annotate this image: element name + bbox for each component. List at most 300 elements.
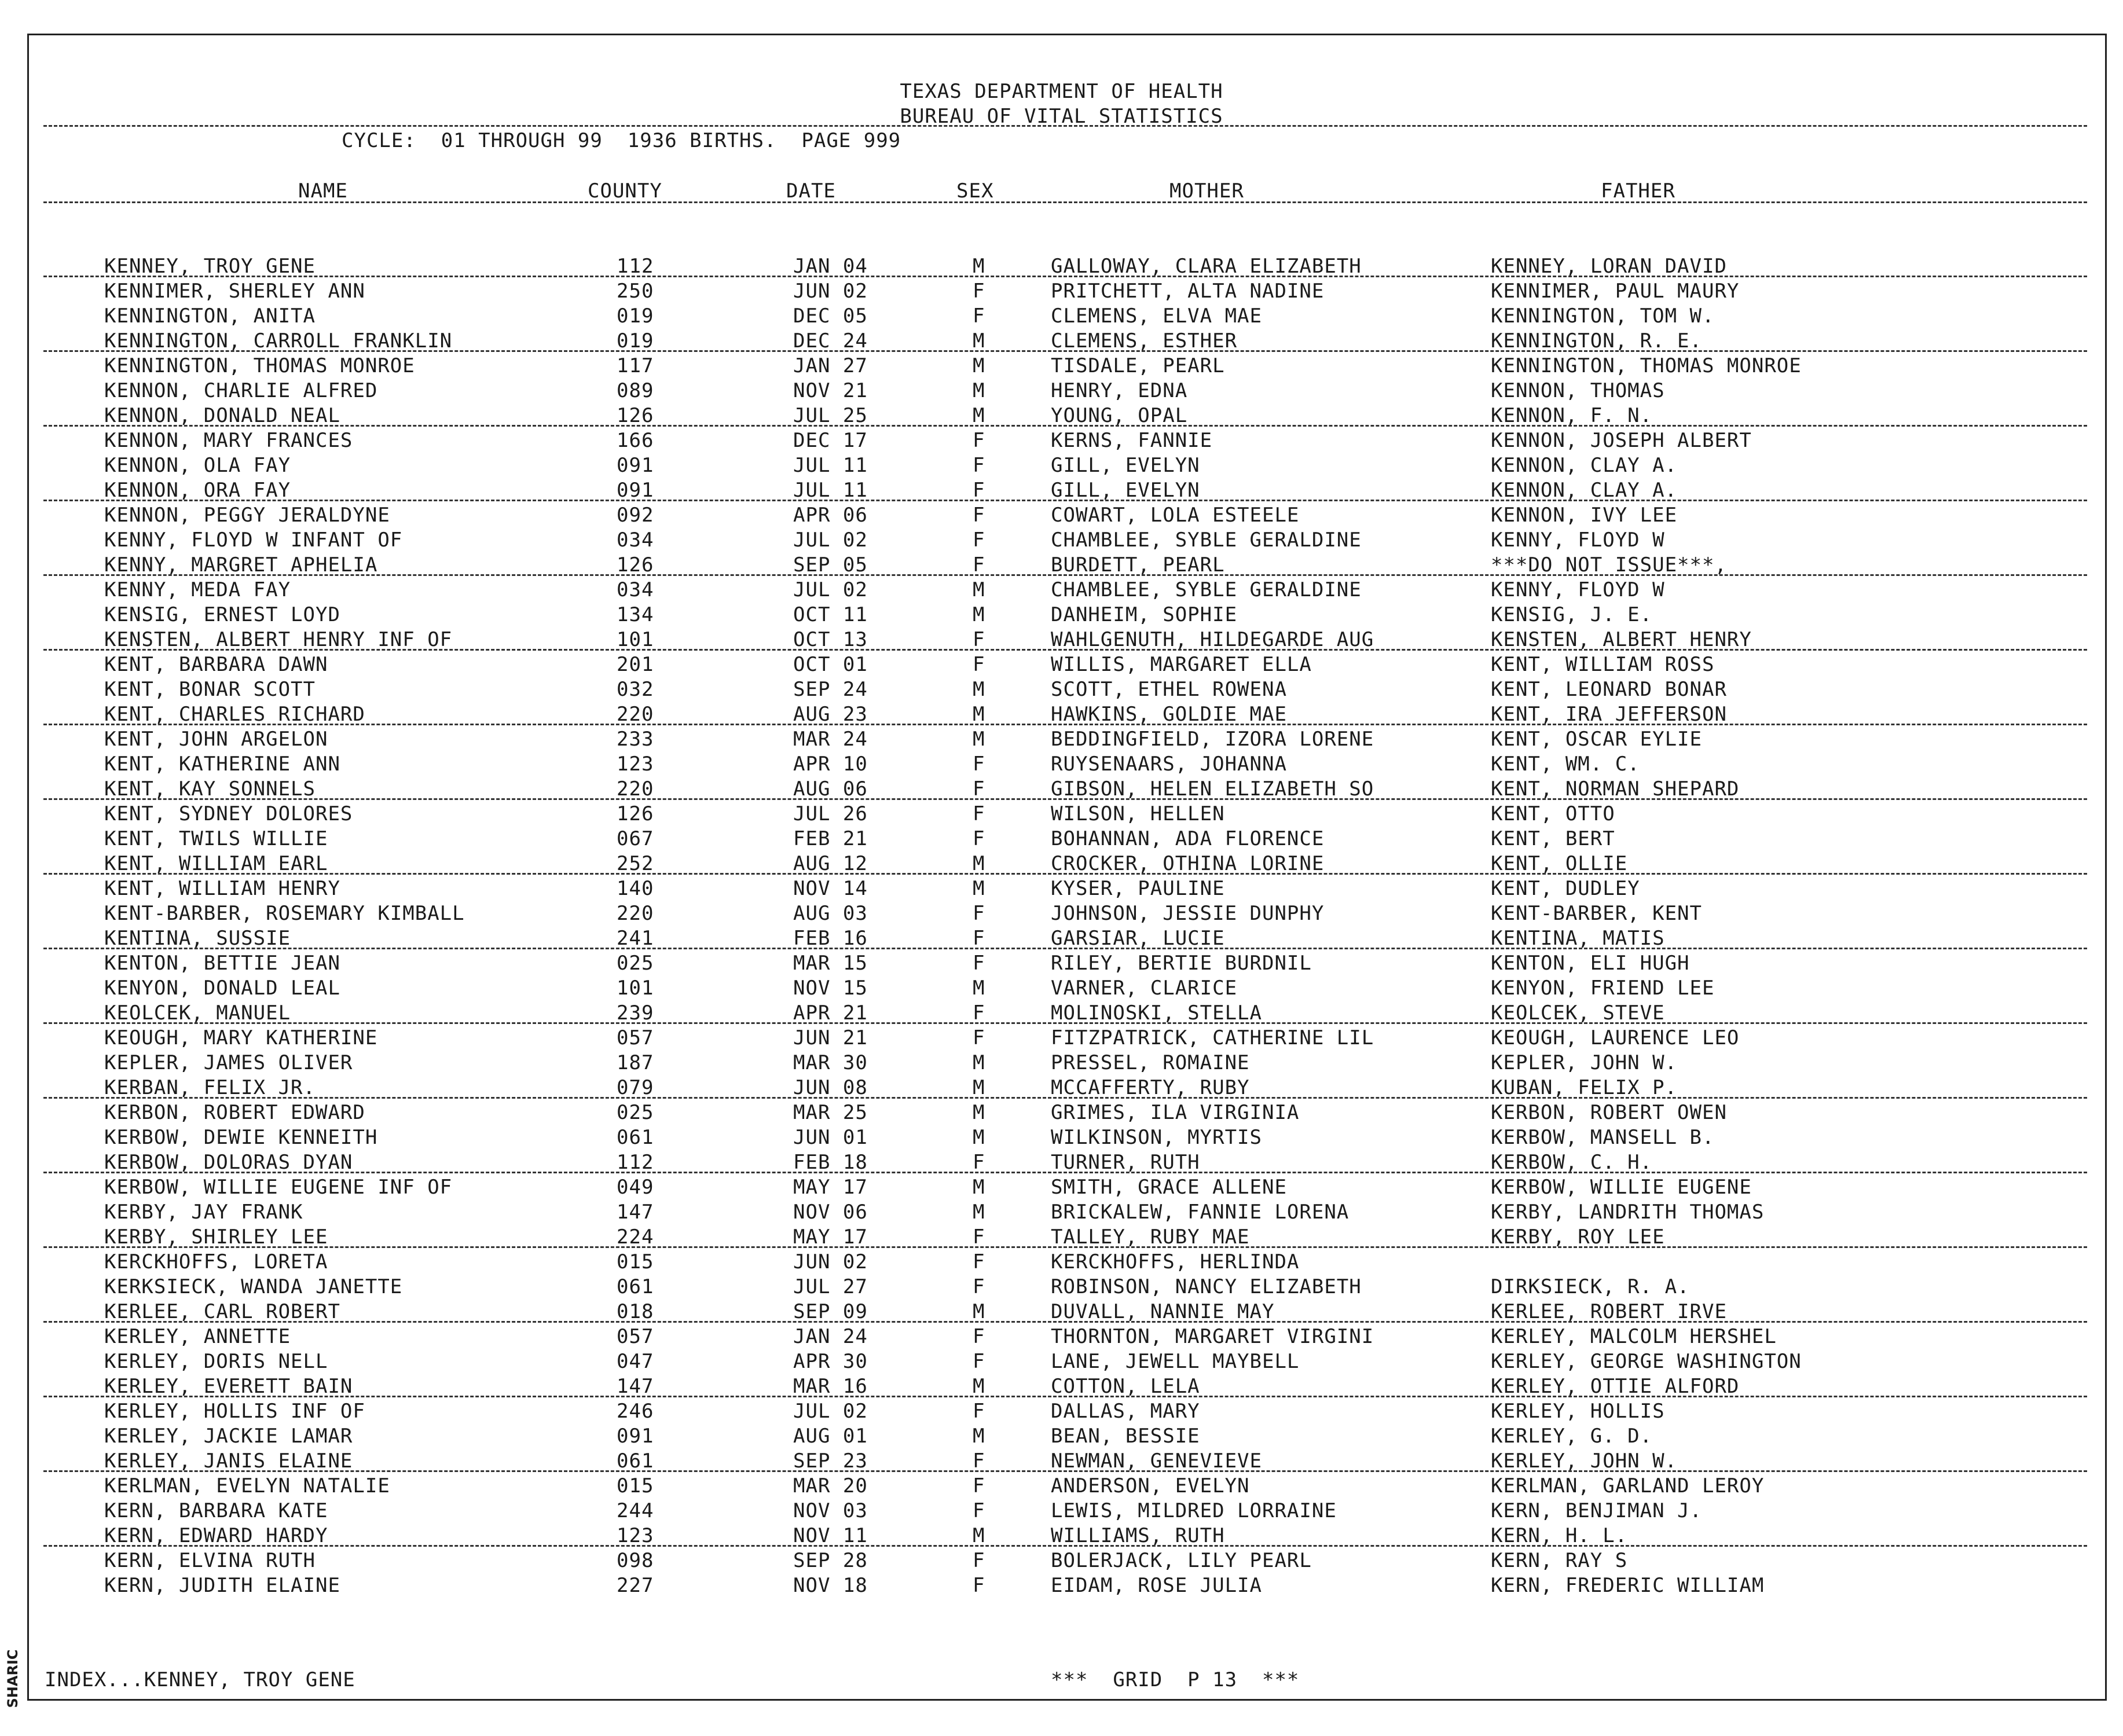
row-rule	[43, 1022, 2087, 1024]
record-mother: NEWMAN, GENEVIEVE	[1051, 1449, 1262, 1473]
record-father: KENT, IRA JEFFERSON	[1491, 703, 1727, 726]
record-row	[0, 1026, 2123, 1051]
record-name: KENYON, DONALD LEAL	[104, 977, 340, 1000]
record-name: KENT, CHARLES RICHARD	[104, 703, 365, 726]
record-name: KENT, JOHN ARGELON	[104, 728, 328, 751]
record-county: 015	[617, 1474, 654, 1498]
record-date: NOV 03	[793, 1499, 868, 1522]
record-county: 244	[617, 1499, 654, 1522]
record-sex: F	[973, 628, 985, 651]
row-rule	[43, 1396, 2087, 1397]
grid-footer: *** GRID P 13 ***	[1051, 1668, 1300, 1691]
row-rule	[43, 649, 2087, 651]
record-county: 123	[617, 1524, 654, 1547]
record-mother: HAWKINS, GOLDIE MAE	[1051, 703, 1287, 726]
record-date: SEP 24	[793, 678, 868, 701]
record-date: OCT 11	[793, 603, 868, 626]
record-name: KENT, SYDNEY DOLORES	[104, 802, 353, 825]
record-name: KERN, ELVINA RUTH	[104, 1549, 316, 1572]
record-row	[0, 1275, 2123, 1300]
record-father: KENT, DUDLEY	[1491, 877, 1640, 900]
record-mother: BOHANNAN, ADA FLORENCE	[1051, 827, 1325, 850]
record-sex: F	[973, 280, 985, 303]
record-sex: F	[973, 304, 985, 328]
record-father: KERN, FREDERIC WILLIAM	[1491, 1574, 1765, 1597]
record-name: KERLEY, ANNETTE	[104, 1325, 291, 1348]
record-county: 047	[617, 1350, 654, 1373]
row-rule	[43, 1246, 2087, 1248]
record-county: 187	[617, 1051, 654, 1074]
record-father: KENT, LEONARD BONAR	[1491, 678, 1727, 701]
record-father: KEOUGH, LAURENCE LEO	[1491, 1026, 1740, 1049]
record-county: 061	[617, 1449, 654, 1473]
record-row	[0, 1425, 2123, 1449]
record-date: JAN 27	[793, 354, 868, 377]
record-row	[0, 877, 2123, 902]
record-father: KERN, BENJIMAN J.	[1491, 1499, 1702, 1522]
column-header-sex: SEX	[956, 179, 994, 203]
record-name: KENT, BARBARA DAWN	[104, 653, 328, 676]
record-county: 025	[617, 952, 654, 975]
record-name: KERN, EDWARD HARDY	[104, 1524, 328, 1547]
record-name: KENNINGTON, CARROLL FRANKLIN	[104, 329, 453, 353]
record-county: 091	[617, 454, 654, 477]
record-row	[0, 354, 2123, 379]
record-sex: M	[973, 379, 985, 402]
record-county: 019	[617, 304, 654, 328]
header-rule	[43, 125, 2087, 127]
record-name: KENT-BARBER, ROSEMARY KIMBALL	[104, 902, 465, 925]
record-mother: WILLIS, MARGARET ELLA	[1051, 653, 1312, 676]
record-county: 117	[617, 354, 654, 377]
record-sex: F	[973, 553, 985, 577]
record-father: KERLEY, HOLLIS	[1491, 1400, 1665, 1423]
record-date: JUN 21	[793, 1026, 868, 1049]
record-father: KENTON, ELI HUGH	[1491, 952, 1690, 975]
record-mother: MCCAFFERTY, RUBY	[1051, 1076, 1250, 1099]
record-mother: GRIMES, ILA VIRGINIA	[1051, 1101, 1300, 1124]
record-mother: RUYSENAARS, JOHANNA	[1051, 753, 1287, 776]
record-sex: F	[973, 1449, 985, 1473]
record-sex: F	[973, 1001, 985, 1025]
record-county: 032	[617, 678, 654, 701]
record-father: KEOLCEK, STEVE	[1491, 1001, 1665, 1025]
record-county: 061	[617, 1126, 654, 1149]
record-county: 061	[617, 1275, 654, 1298]
record-name: KENNON, ORA FAY	[104, 479, 291, 502]
record-date: AUG 12	[793, 852, 868, 875]
record-row	[0, 827, 2123, 852]
record-mother: BEDDINGFIELD, IZORA LORENE	[1051, 728, 1374, 751]
record-sex: F	[973, 429, 985, 452]
record-sex: M	[973, 1425, 985, 1448]
record-row	[0, 1574, 2123, 1599]
record-mother: VARNER, CLARICE	[1051, 977, 1238, 1000]
record-county: 224	[617, 1225, 654, 1249]
record-mother: KERCKHOFFS, HERLINDA	[1051, 1250, 1300, 1273]
record-sex: M	[973, 578, 985, 601]
record-county: 067	[617, 827, 654, 850]
record-sex: F	[973, 479, 985, 502]
record-date: AUG 03	[793, 902, 868, 925]
record-father: KENNINGTON, THOMAS MONROE	[1491, 354, 1802, 377]
record-father: KENTINA, MATIS	[1491, 927, 1665, 950]
record-date: AUG 01	[793, 1425, 868, 1448]
record-name: KENNON, OLA FAY	[104, 454, 291, 477]
record-mother: WILKINSON, MYRTIS	[1051, 1126, 1262, 1149]
record-name: KEPLER, JAMES OLIVER	[104, 1051, 353, 1074]
record-county: 140	[617, 877, 654, 900]
row-rule	[43, 948, 2087, 949]
record-row	[0, 603, 2123, 628]
record-row	[0, 1101, 2123, 1126]
record-father: KERLEY, G. D.	[1491, 1425, 1653, 1448]
record-name: KENT, TWILS WILLIE	[104, 827, 328, 850]
record-sex: M	[973, 1524, 985, 1547]
record-sex: M	[973, 329, 985, 353]
record-row	[0, 280, 2123, 304]
record-date: JUL 27	[793, 1275, 868, 1298]
record-row	[0, 802, 2123, 827]
record-name: KENT, KAY SONNELS	[104, 777, 316, 801]
record-sex: M	[973, 1375, 985, 1398]
column-header-name: NAME	[298, 179, 348, 203]
row-rule	[43, 1172, 2087, 1173]
record-date: AUG 06	[793, 777, 868, 801]
record-mother: FITZPATRICK, CATHERINE LIL	[1051, 1026, 1374, 1049]
record-mother: GARSIAR, LUCIE	[1051, 927, 1225, 950]
record-row	[0, 678, 2123, 703]
row-rule	[43, 276, 2087, 277]
record-sex: F	[973, 1549, 985, 1572]
record-name: KENNY, MEDA FAY	[104, 578, 291, 601]
record-county: 034	[617, 578, 654, 601]
record-county: 112	[617, 1151, 654, 1174]
record-mother: MOLINOSKI, STELLA	[1051, 1001, 1262, 1025]
record-mother: PRESSEL, ROMAINE	[1051, 1051, 1250, 1074]
record-name: KEOUGH, MARY KATHERINE	[104, 1026, 378, 1049]
record-sex: M	[973, 728, 985, 751]
record-name: KERBY, JAY FRANK	[104, 1201, 303, 1224]
record-row	[0, 1126, 2123, 1151]
bureau-title: BUREAU OF VITAL STATISTICS	[900, 105, 1223, 128]
record-date: SEP 05	[793, 553, 868, 577]
record-county: 057	[617, 1325, 654, 1348]
record-sex: F	[973, 802, 985, 825]
record-date: MAY 17	[793, 1176, 868, 1199]
record-sex: F	[973, 952, 985, 975]
row-rule	[43, 350, 2087, 352]
record-county: 147	[617, 1201, 654, 1224]
record-father: KENNON, THOMAS	[1491, 379, 1665, 402]
record-date: FEB 21	[793, 827, 868, 850]
column-header-county: COUNTY	[588, 179, 662, 203]
record-father: KERLEE, ROBERT IRVE	[1491, 1300, 1727, 1323]
record-date: MAR 20	[793, 1474, 868, 1498]
record-date: APR 10	[793, 753, 868, 776]
record-name: KENSIG, ERNEST LOYD	[104, 603, 340, 626]
record-county: 227	[617, 1574, 654, 1597]
record-name: KERN, BARBARA KATE	[104, 1499, 328, 1522]
record-father: KENT, OTTO	[1491, 802, 1615, 825]
record-county: 252	[617, 852, 654, 875]
record-mother: BURDETT, PEARL	[1051, 553, 1225, 577]
record-name: KENNON, MARY FRANCES	[104, 429, 353, 452]
record-father: KENT, WM. C.	[1491, 753, 1640, 776]
record-county: 126	[617, 404, 654, 427]
record-mother: HENRY, EDNA	[1051, 379, 1188, 402]
record-sex: M	[973, 703, 985, 726]
record-name: KENNON, PEGGY JERALDYNE	[104, 504, 390, 527]
record-name: KENNON, DONALD NEAL	[104, 404, 340, 427]
record-mother: TURNER, RUTH	[1051, 1151, 1200, 1174]
record-row	[0, 1325, 2123, 1350]
record-county: 019	[617, 329, 654, 353]
record-sex: F	[973, 1350, 985, 1373]
record-name: KERBY, SHIRLEY LEE	[104, 1225, 328, 1249]
record-date: JUN 01	[793, 1126, 868, 1149]
record-name: KERLEY, JACKIE LAMAR	[104, 1425, 353, 1448]
record-sex: F	[973, 1225, 985, 1249]
record-row	[0, 429, 2123, 454]
record-father: KENSTEN, ALBERT HENRY	[1491, 628, 1752, 651]
record-father: KERN, H. L.	[1491, 1524, 1628, 1547]
record-county: 091	[617, 479, 654, 502]
record-father: KENNON, CLAY A.	[1491, 454, 1678, 477]
record-date: OCT 13	[793, 628, 868, 651]
record-county: 166	[617, 429, 654, 452]
record-row	[0, 902, 2123, 927]
record-mother: SMITH, GRACE ALLENE	[1051, 1176, 1287, 1199]
record-name: KENTINA, SUSSIE	[104, 927, 291, 950]
record-name: KERCKHOFFS, LORETA	[104, 1250, 328, 1273]
row-rule	[43, 724, 2087, 725]
record-name: KERBON, ROBERT EDWARD	[104, 1101, 365, 1124]
row-rule	[43, 1097, 2087, 1099]
row-rule	[43, 1470, 2087, 1472]
record-date: MAR 24	[793, 728, 868, 751]
record-row	[0, 952, 2123, 977]
record-county: 091	[617, 1425, 654, 1448]
record-date: MAR 30	[793, 1051, 868, 1074]
record-date: SEP 28	[793, 1549, 868, 1572]
record-date: JAN 04	[793, 255, 868, 278]
record-date: JAN 24	[793, 1325, 868, 1348]
record-father: KERLEY, OTTIE ALFORD	[1491, 1375, 1740, 1398]
record-father: KERBY, ROY LEE	[1491, 1225, 1665, 1249]
record-mother: ROBINSON, NANCY ELIZABETH	[1051, 1275, 1362, 1298]
record-sex: F	[973, 454, 985, 477]
record-date: SEP 09	[793, 1300, 868, 1323]
record-row	[0, 728, 2123, 753]
record-father: KUBAN, FELIX P.	[1491, 1076, 1678, 1099]
record-name: KENT, BONAR SCOTT	[104, 678, 316, 701]
record-county: 123	[617, 753, 654, 776]
record-father: DIRKSIECK, R. A.	[1491, 1275, 1690, 1298]
record-mother: THORNTON, MARGARET VIRGINI	[1051, 1325, 1374, 1348]
record-sex: M	[973, 1101, 985, 1124]
record-mother: RILEY, BERTIE BURDNIL	[1051, 952, 1312, 975]
record-father: KERLEY, MALCOLM HERSHEL	[1491, 1325, 1777, 1348]
record-mother: WAHLGENUTH, HILDEGARDE AUG	[1051, 628, 1374, 651]
record-sex: M	[973, 603, 985, 626]
record-mother: GILL, EVELYN	[1051, 454, 1200, 477]
record-row	[0, 977, 2123, 1001]
record-mother: GALLOWAY, CLARA ELIZABETH	[1051, 255, 1362, 278]
record-row	[0, 1176, 2123, 1201]
record-name: KERBAN, FELIX JR.	[104, 1076, 316, 1099]
record-father: KENT, OLLIE	[1491, 852, 1628, 875]
record-row	[0, 504, 2123, 528]
record-father: KERBOW, WILLIE EUGENE	[1491, 1176, 1752, 1199]
record-date: APR 21	[793, 1001, 868, 1025]
record-date: MAR 16	[793, 1375, 868, 1398]
record-father: KENT, WILLIAM ROSS	[1491, 653, 1715, 676]
record-name: KERBOW, DOLORAS DYAN	[104, 1151, 353, 1174]
record-father: KENNON, CLAY A.	[1491, 479, 1678, 502]
record-county: 112	[617, 255, 654, 278]
record-sex: F	[973, 1574, 985, 1597]
record-mother: KYSER, PAULINE	[1051, 877, 1225, 900]
record-father: KENNIMER, PAUL MAURY	[1491, 280, 1740, 303]
record-row	[0, 1201, 2123, 1225]
column-header-father: FATHER	[1601, 179, 1675, 203]
record-sex: F	[973, 1151, 985, 1174]
record-date: FEB 16	[793, 927, 868, 950]
record-row	[0, 528, 2123, 553]
record-father: KENNY, FLOYD W	[1491, 578, 1665, 601]
record-name: KERLEY, JANIS ELAINE	[104, 1449, 353, 1473]
record-mother: LEWIS, MILDRED LORRAINE	[1051, 1499, 1337, 1522]
record-mother: TALLEY, RUBY MAE	[1051, 1225, 1250, 1249]
record-row	[0, 753, 2123, 777]
row-rule	[43, 873, 2087, 875]
department-title: TEXAS DEPARTMENT OF HEALTH	[900, 80, 1223, 103]
row-rule	[43, 500, 2087, 501]
record-date: NOV 15	[793, 977, 868, 1000]
record-date: FEB 18	[793, 1151, 868, 1174]
record-name: KENT, WILLIAM EARL	[104, 852, 328, 875]
record-date: SEP 23	[793, 1449, 868, 1473]
record-sex: M	[973, 1076, 985, 1099]
record-county: 126	[617, 802, 654, 825]
record-father: KERLEY, GEORGE WASHINGTON	[1491, 1350, 1802, 1373]
record-county: 089	[617, 379, 654, 402]
record-county: 098	[617, 1549, 654, 1572]
record-name: KENNY, MARGRET APHELIA	[104, 553, 378, 577]
record-county: 057	[617, 1026, 654, 1049]
record-mother: COWART, LOLA ESTEELE	[1051, 504, 1300, 527]
record-sex: M	[973, 404, 985, 427]
record-sex: F	[973, 753, 985, 776]
record-row	[0, 1350, 2123, 1375]
record-father: KENNY, FLOYD W	[1491, 528, 1665, 552]
record-mother: EIDAM, ROSE JULIA	[1051, 1574, 1262, 1597]
record-sex: M	[973, 1176, 985, 1199]
record-sex: F	[973, 777, 985, 801]
record-county: 134	[617, 603, 654, 626]
record-father: KENNEY, LORAN DAVID	[1491, 255, 1727, 278]
record-county: 220	[617, 777, 654, 801]
record-county: 233	[617, 728, 654, 751]
record-county: 250	[617, 280, 654, 303]
record-county: 239	[617, 1001, 654, 1025]
record-mother: GILL, EVELYN	[1051, 479, 1200, 502]
record-mother: BEAN, BESSIE	[1051, 1425, 1200, 1448]
record-mother: WILLIAMS, RUTH	[1051, 1524, 1225, 1547]
record-county: 018	[617, 1300, 654, 1323]
record-sex: M	[973, 852, 985, 875]
record-sex: M	[973, 354, 985, 377]
record-sex: F	[973, 1026, 985, 1049]
record-row	[0, 1474, 2123, 1499]
record-date: NOV 06	[793, 1201, 868, 1224]
record-sex: F	[973, 927, 985, 950]
row-rule	[43, 425, 2087, 427]
record-name: KENNINGTON, ANITA	[104, 304, 316, 328]
row-rule	[43, 574, 2087, 576]
record-sex: F	[973, 1275, 985, 1298]
record-name: KENSTEN, ALBERT HENRY INF OF	[104, 628, 453, 651]
record-father: KENT, NORMAN SHEPARD	[1491, 777, 1740, 801]
record-mother: JOHNSON, JESSIE DUNPHY	[1051, 902, 1325, 925]
record-name: KENNON, CHARLIE ALFRED	[104, 379, 378, 402]
record-mother: BRICKALEW, FANNIE LORENA	[1051, 1201, 1350, 1224]
record-name: KENNINGTON, THOMAS MONROE	[104, 354, 415, 377]
record-mother: CLEMENS, ELVA MAE	[1051, 304, 1262, 328]
record-father: KENNON, IVY LEE	[1491, 504, 1678, 527]
record-county: 034	[617, 528, 654, 552]
column-header-mother: MOTHER	[1169, 179, 1244, 203]
record-sex: F	[973, 1325, 985, 1348]
record-date: DEC 05	[793, 304, 868, 328]
record-mother: LANE, JEWELL MAYBELL	[1051, 1350, 1300, 1373]
record-father: KERN, RAY S	[1491, 1549, 1628, 1572]
record-father: KERLMAN, GARLAND LEROY	[1491, 1474, 1765, 1498]
record-father: KERLEY, JOHN W.	[1491, 1449, 1678, 1473]
record-name: KENNIMER, SHERLEY ANN	[104, 280, 365, 303]
record-county: 092	[617, 504, 654, 527]
record-mother: ANDERSON, EVELYN	[1051, 1474, 1250, 1498]
record-date: APR 30	[793, 1350, 868, 1373]
record-date: JUL 02	[793, 528, 868, 552]
record-date: NOV 11	[793, 1524, 868, 1547]
record-sex: M	[973, 877, 985, 900]
record-mother: KERNS, FANNIE	[1051, 429, 1213, 452]
record-county: 101	[617, 628, 654, 651]
record-sex: M	[973, 1300, 985, 1323]
record-row	[0, 1051, 2123, 1076]
record-date: NOV 14	[793, 877, 868, 900]
record-father: KENT, OSCAR EYLIE	[1491, 728, 1702, 751]
record-date: JUL 26	[793, 802, 868, 825]
record-name: KERN, JUDITH ELAINE	[104, 1574, 340, 1597]
record-father: KEPLER, JOHN W.	[1491, 1051, 1678, 1074]
record-father: KENT-BARBER, KENT	[1491, 902, 1702, 925]
record-mother: GIBSON, HELEN ELIZABETH SO	[1051, 777, 1374, 801]
record-mother: DUVALL, NANNIE MAY	[1051, 1300, 1275, 1323]
row-rule	[43, 1545, 2087, 1547]
record-row	[0, 1499, 2123, 1524]
record-mother: CHAMBLEE, SYBLE GERALDINE	[1051, 578, 1362, 601]
record-mother: SCOTT, ETHEL ROWENA	[1051, 678, 1287, 701]
record-name: KERBOW, DEWIE KENNEITH	[104, 1126, 378, 1149]
record-date: JUL 02	[793, 578, 868, 601]
record-date: JUL 02	[793, 1400, 868, 1423]
record-sex: M	[973, 1201, 985, 1224]
record-name: KENTON, BETTIE JEAN	[104, 952, 340, 975]
record-name: KERLEY, DORIS NELL	[104, 1350, 328, 1373]
